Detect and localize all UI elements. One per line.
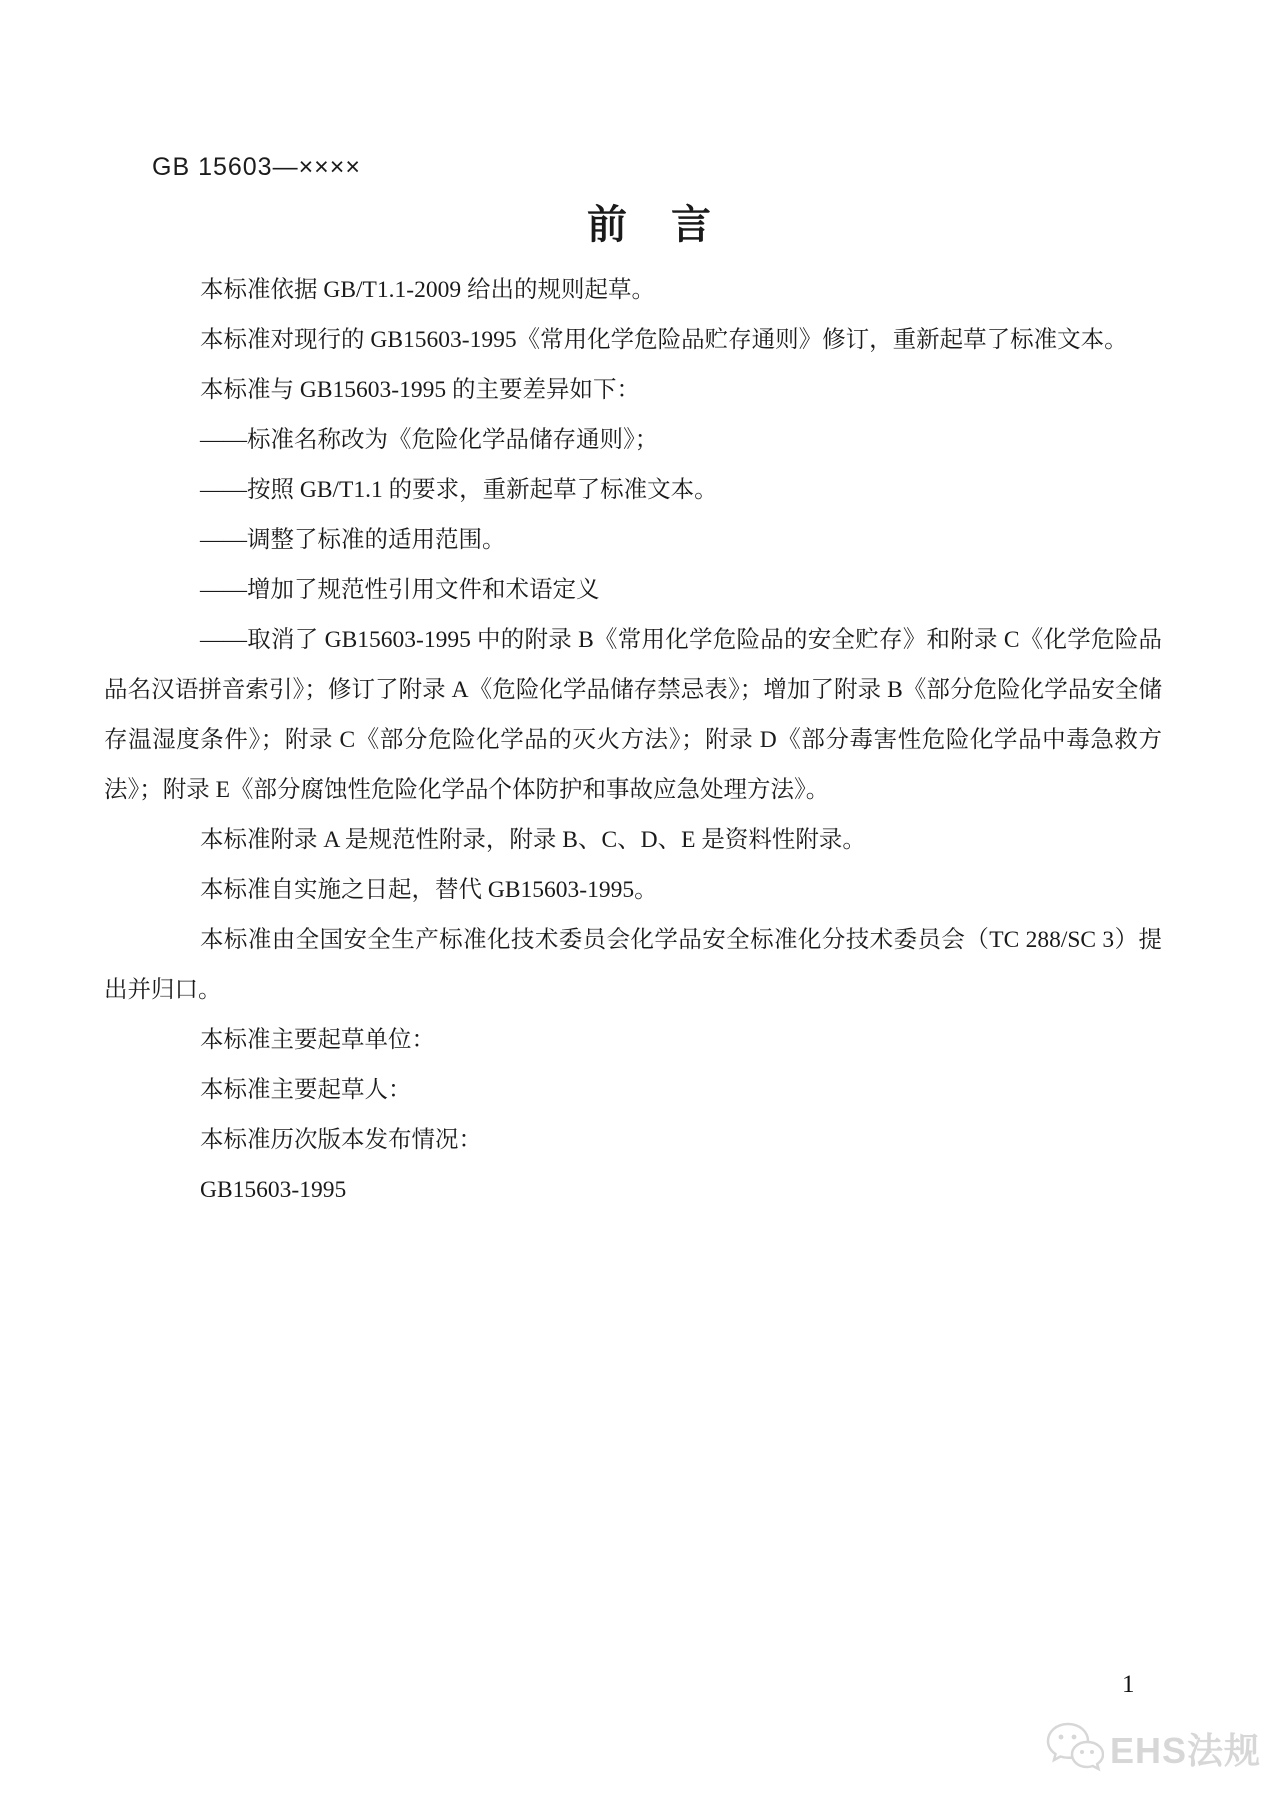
standard-number-header: GB 15603—×××× — [152, 153, 361, 181]
watermark-label: EHS法规 — [1110, 1729, 1262, 1771]
document-body — [104, 265, 1162, 1215]
paragraph: 本标准历次版本发布情况： — [200, 1127, 482, 1153]
wechat-icon — [1046, 1720, 1104, 1776]
paragraph: 本标准主要起草人： — [200, 1077, 412, 1103]
list-item-dash: ——按照 GB/T1.1 的要求，重新起草了标准文本。 — [200, 477, 718, 503]
list-item-dash: ——增加了规范性引用文件和术语定义 — [200, 577, 600, 603]
paragraph: 本标准与 GB15603-1995 的主要差异如下： — [200, 377, 640, 403]
list-item-dash: ——调整了标准的适用范围。 — [200, 527, 506, 553]
paragraph: 本标准附录 A 是规范性附录，附录 B、C、D、E 是资料性附录。 — [200, 827, 866, 853]
page-number: 1 — [1122, 1671, 1135, 1698]
paragraph: 本标准由全国安全生产标准化技术委员会化学品安全标准化分技术委员会（TC 288/SC 3）提出并归口。 — [104, 927, 1162, 1003]
paragraph: GB15603-1995 — [200, 1177, 347, 1203]
page-title: 前 言 — [587, 203, 713, 247]
paragraph: 本标准对现行的 GB15603-1995《常用化学危险品贮存通则》修订，重新起草了标准文本。 — [200, 327, 1128, 353]
paragraph: 本标准主要起草单位： — [200, 1027, 435, 1053]
paragraph: 本标准依据 GB/T1.1-2009 给出的规则起草。 — [200, 277, 655, 303]
list-item-dash: ——标准名称改为《危险化学品储存通则》； — [200, 427, 659, 453]
watermark — [1046, 1720, 1261, 1776]
paragraph: 本标准自实施之日起，替代 GB15603-1995。 — [200, 877, 658, 903]
list-item-dash: ——取消了 GB15603-1995 中的附录 B《常用化学危险品的安全贮存》和附录 C《化学危险品品名汉语拼音索引》；修订了附录 A《危险化学品储存禁忌表》；增加了附录 B《部分危险化学品安全储存温湿度条件》；附录 C《部分危险化学品的灭火方法》；附录 D《部分毒害性危险化学品中毒急救方法》；附录 E《部分腐蚀性危险化学品个体防护和事故应急处理方法》。 — [104, 627, 1162, 803]
